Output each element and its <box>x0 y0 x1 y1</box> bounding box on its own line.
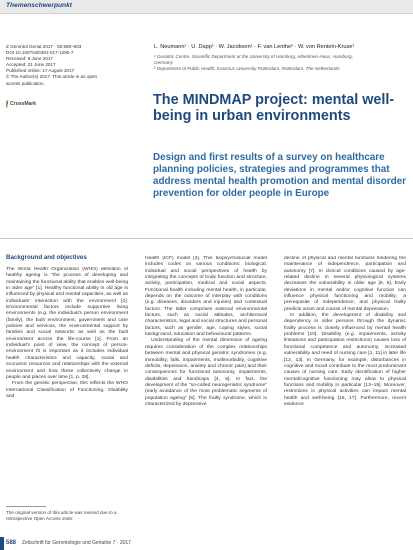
section-divider <box>0 238 413 239</box>
paragraph: The World Health Organization (WHO) definition of healthy ageing is "the process of developing and maintaining the functional ability that enables well-being in older age" [1]. Healthy functional ability in old age is influenced by physical and mental capacities, as well as individuals' interaction with the environment [2]. Environmental factors include supportive living environments (e.g. the individual's person environment (family), the built environment, government and care policies and services, the environmental support by families and social networks as well as the built environment across the life-course [1]. From an individual's point of view, the concept of person-environment fit is important as it includes individual health characteristics and capacity, social and economic resources and relationships with the external environment and how these collectively change in people and places over time [1, p. 28]. <box>6 267 128 380</box>
affiliation-line: Germany <box>154 59 173 65</box>
meta-line: Received: 9 June 2017 <box>6 56 53 62</box>
section-heading: Background and objectives <box>6 254 87 261</box>
journal-name: Zeitschrift für Gerontologie und Geriatrie 7 · 2017 <box>22 540 131 546</box>
article-subtitle: Design and first results of a survey on healthcare planning policies, strategies and programmes that address mental health promotion and mental disorder prevention for older people in Europe <box>153 152 406 200</box>
affiliations <box>154 54 404 71</box>
affiliation-line: ² Department of Public Health, Erasmus University Rotterdam, Rotterdam, The Netherlands <box>154 65 340 71</box>
page-number: 588 <box>6 540 17 546</box>
footer-accent-bar <box>0 537 4 550</box>
affiliation-line: ¹ Geriatric Centre, Scientific Department at the University of Hamburg, Albertinen-Haus, Hamburg, <box>154 54 353 59</box>
section-tag-bar <box>0 0 413 14</box>
paragraph: From the genetic perspective, this reflects the WHO International Classification of Functioning, Disability and <box>6 381 128 399</box>
meta-line: Accepted: 21 June 2017 <box>6 62 56 68</box>
page-footer <box>0 537 413 550</box>
crossmark-label: CrossMark <box>10 100 36 107</box>
article-title: The MINDMAP project: mental well-being in urban environments <box>153 92 395 125</box>
paragraph: Health (ICF) model [3]. This biopsychosocial model includes codes on various conditions: biological, individual and social perspectives of health by integrating the concepts of body function and structure, activity, participation, medical and social aspects. Functional health including mental health, in particular, depends on the outcome of interplay with conditions (e.g. diseases, disorders and injuries) and contextual factors. The latter comprises external environmental factors, such as social attitudes, architectural characteristics, legal and social structures and personal factors, such as gender, age, coping styles, social background, education and behavioural patterns. <box>145 256 267 338</box>
paragraph: decline of physical and mental functions hindering the maintenance of independence, participation and autonomy [7]. In clinical conditions caused by age-related decline in several physiological systems decreases the vulnerability in older age [8, 9]. Early deviations in mental and/or cognitive function can influence physical functioning and mobility, a prerequisite of independence, and physical frailty predicts onset and course of mental depression. <box>284 256 406 312</box>
text-column-1 <box>6 267 128 504</box>
meta-line: Published online: 17 August 2017 <box>6 68 75 74</box>
paragraph: Understanding of the mental dimension of ageing requires consideration of the complex relationships between mental and physical geriatric syndromes (e.g. immobility, falls, impairments, multimorbidity, cognitive deficits, depression, anxiety and chronic pain) and their consequences for functional autonomy, impairments, disabilities and handicaps [4, 5]. In fact, the development of the "so-called neurogeriatric syndrome" (early avoidance of the most problematic segments of population ageing" [6]. The frailty syndrome, which is characterized by depressive <box>145 338 267 407</box>
section-tag: Themenschwerpunkt <box>6 2 72 9</box>
meta-line: © The Author(s) 2017. This article is an open <box>6 74 98 80</box>
meta-line: access publication. <box>6 80 45 86</box>
paragraph: In addition, the development of disability and dependency in older persons through the dynamic frailty process is closely influenced by mental health problems [10]. Disability (e.g. impairments, activity limitations and participation restrictions) causes loss of functional competence and autonomy, increased vulnerability and need of nursing care [1, 11] in later life [12, 13]. In Germany, for example, disturbances in cognitive and mood contribute to the most predominant causes of nursing care. Early identification of higher mental/cognitive functioning may allow to physical functions and mobility in particular [13–15]. Moreover, restrictions in physical activities can impact mental health and well-being [16, 17]. Furthermore, recent evidence <box>284 313 406 407</box>
doi-link[interactable]: DOI 10.1007/s00391-017-1290-7 <box>6 50 74 56</box>
footnote-divider <box>6 506 46 507</box>
author-list: L. Neumann¹ · U. Dapp¹ · W. Jacobsen¹ · F. van Lenthe² · W. von Renteln-Kruse¹ <box>154 44 355 50</box>
footnote: The original version of this article was revised due to a retrospective Open Access order. <box>6 510 117 521</box>
text-column-2 <box>145 256 267 535</box>
article-metadata <box>6 44 116 87</box>
crossmark-badge[interactable] <box>6 99 36 108</box>
text-column-3 <box>284 256 406 535</box>
meta-line: Z Gerontol Geriat 2017 · 50:588–603 <box>6 44 82 49</box>
crossmark-icon <box>6 100 8 108</box>
